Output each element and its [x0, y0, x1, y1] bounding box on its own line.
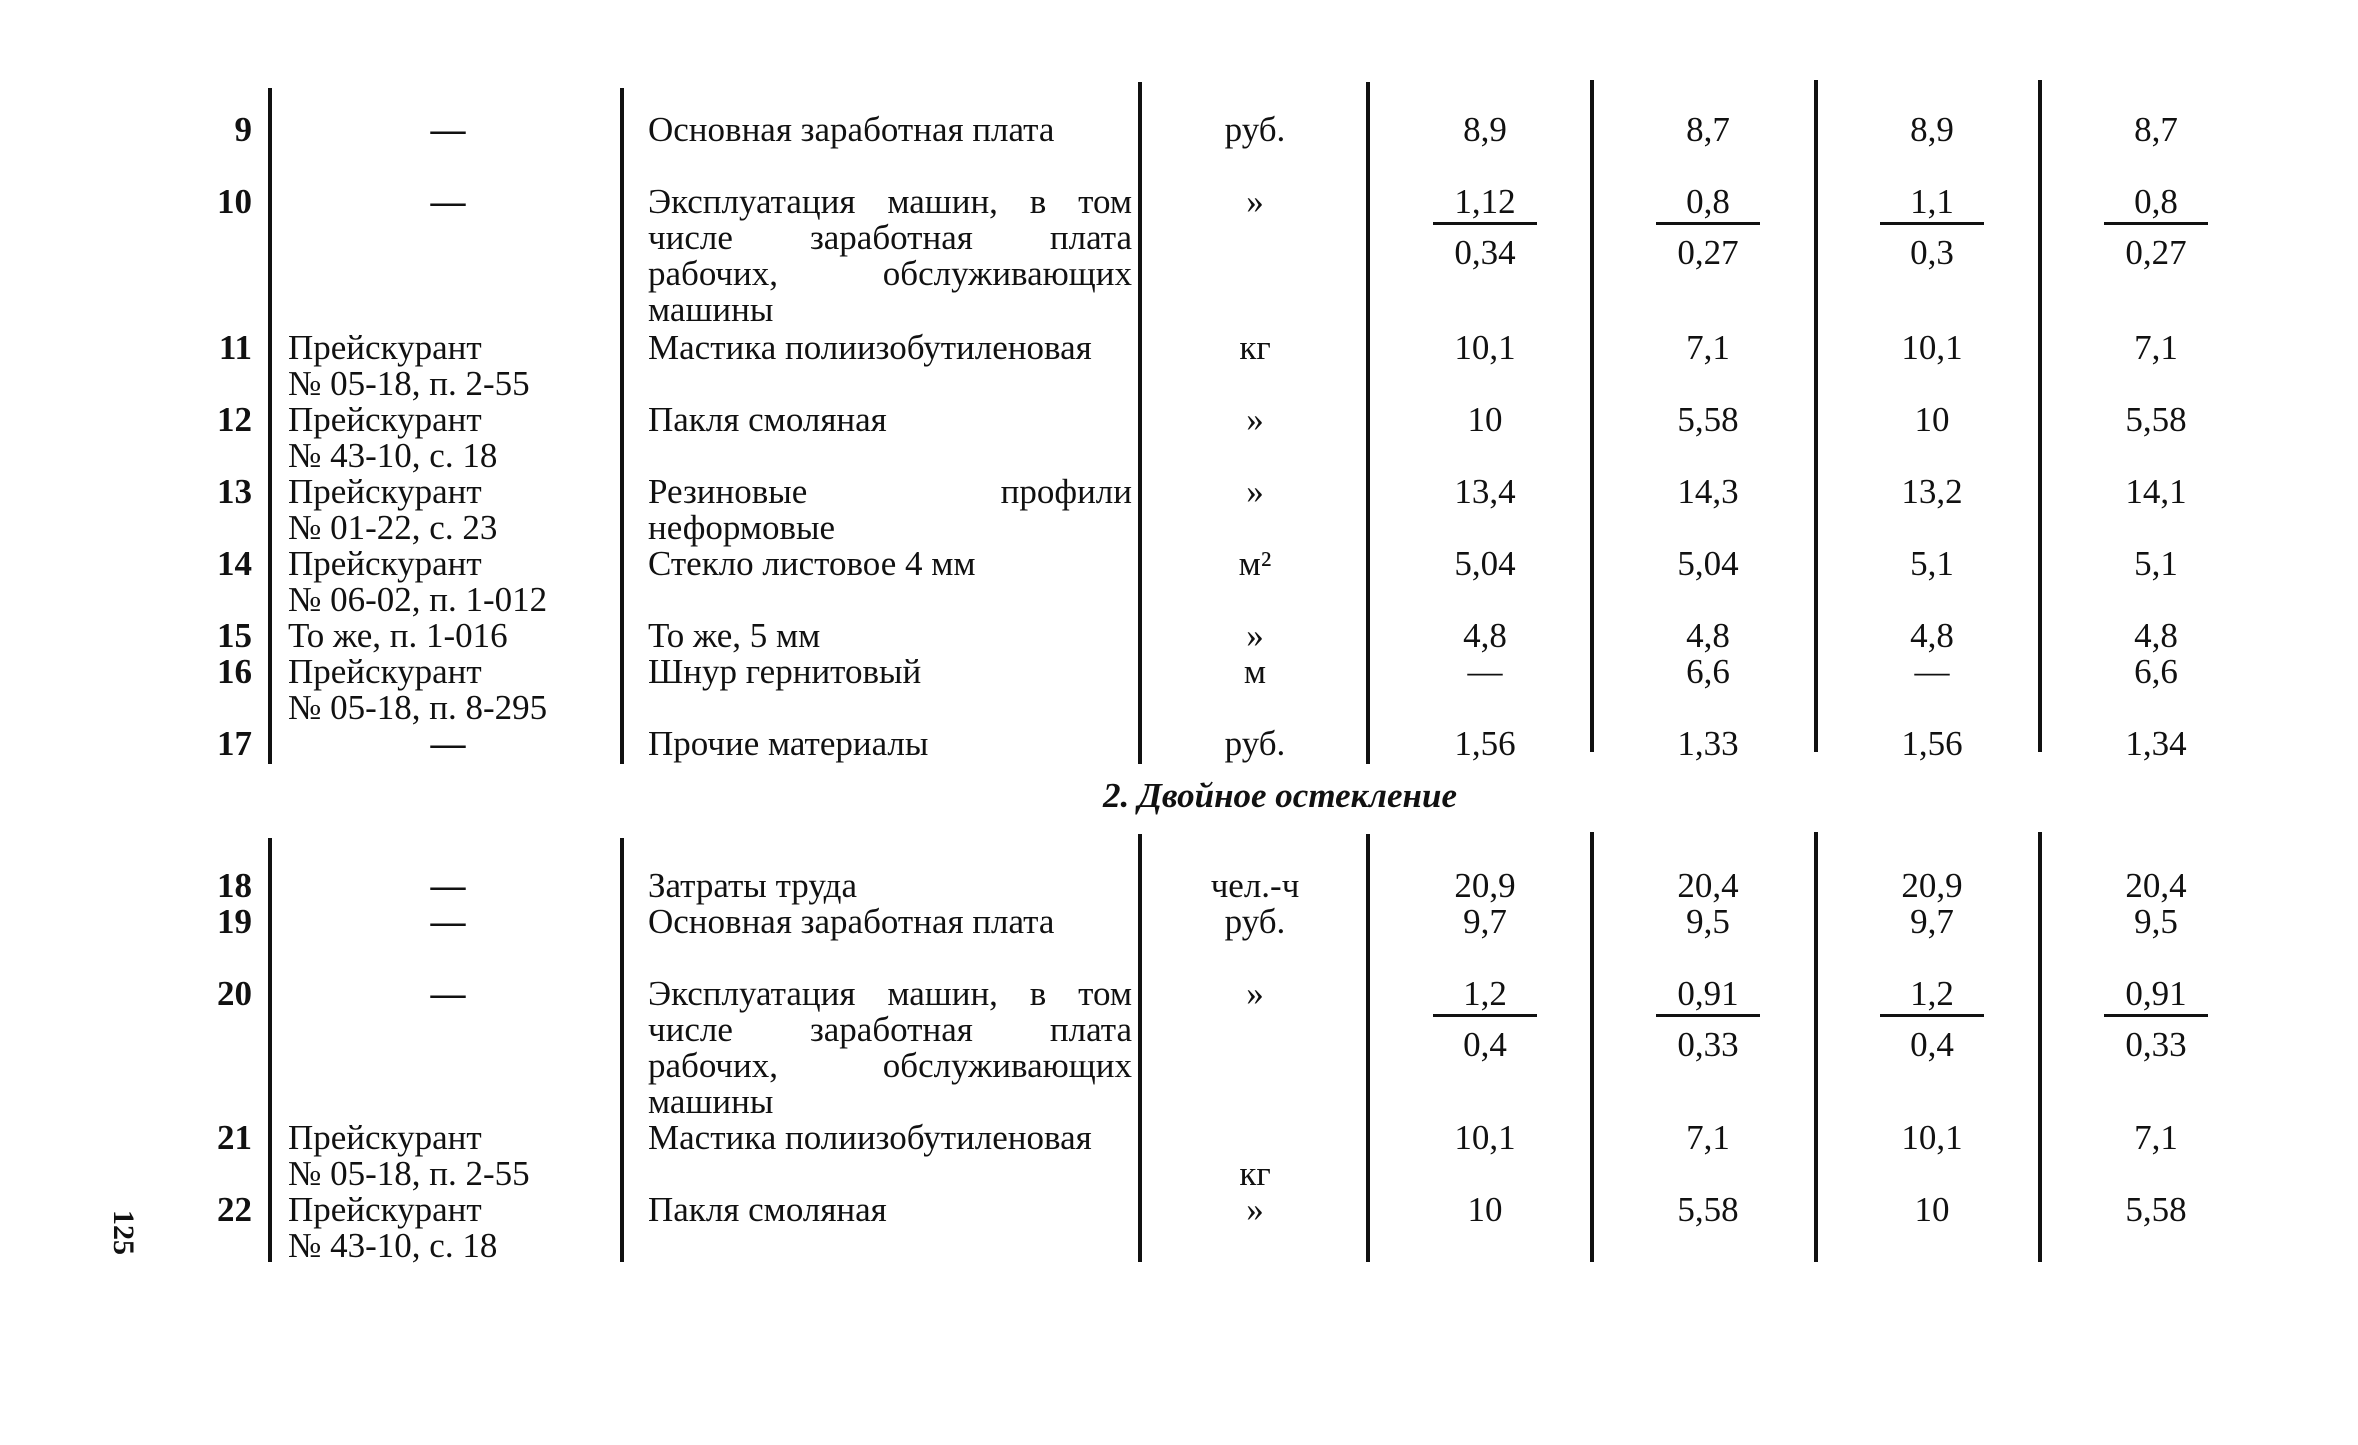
row-unit: » [1246, 182, 1264, 221]
page-number: 125 [107, 1210, 140, 1255]
fraction-numerator: 0,8 [1656, 184, 1760, 225]
row-unit: руб. [1224, 110, 1286, 149]
row-number: 16 [217, 652, 252, 691]
row-value: 5,58 [2125, 400, 2187, 439]
row-value: 10,1 [1901, 1118, 1963, 1157]
column-divider [2038, 80, 2042, 752]
row-value-fraction [2086, 184, 2226, 271]
row-unit: м [1243, 652, 1267, 691]
row-number: 20 [217, 974, 252, 1013]
fraction-denominator: 0,33 [1677, 1025, 1739, 1064]
fraction-numerator: 0,91 [2104, 976, 2208, 1017]
row-unit: » [1246, 974, 1264, 1013]
row-value: 8,7 [1686, 110, 1730, 149]
row-description: Основная заработная плата [648, 110, 1055, 149]
row-value: 9,5 [2134, 902, 2178, 941]
row-source: — [430, 110, 466, 149]
row-unit: м² [1238, 544, 1272, 583]
row-value: 10,1 [1454, 328, 1516, 367]
row-source: Прейскурант № 05-18, п. 8-295 [288, 652, 548, 727]
row-value: 4,8 [2134, 616, 2178, 655]
row-description: Пакля смоляная [648, 400, 887, 439]
row-value: 10 [1914, 1190, 1950, 1229]
row-value: 5,04 [1454, 544, 1516, 583]
fraction-denominator: 0,27 [1677, 233, 1739, 272]
row-description: Основная заработная плата [648, 902, 1055, 941]
row-value: 1,56 [1901, 724, 1963, 763]
row-source: Прейскурант № 06-02, п. 1-012 [288, 544, 548, 619]
row-value: 20,9 [1454, 866, 1516, 905]
row-source: Прейскурант № 43-10, с. 18 [288, 1190, 498, 1265]
column-divider [1590, 80, 1594, 752]
row-unit: » [1246, 1190, 1264, 1229]
row-value: 5,1 [2134, 544, 2178, 583]
row-value: 5,1 [1910, 544, 1954, 583]
fraction-denominator: 0,4 [1463, 1025, 1507, 1064]
row-unit: руб. [1224, 724, 1286, 763]
fraction-denominator: 0,33 [2125, 1025, 2187, 1064]
column-divider [1814, 80, 1818, 752]
row-number: 11 [218, 328, 252, 367]
column-divider [1138, 82, 1142, 764]
row-description: Затраты труда [648, 866, 857, 905]
row-value: 4,8 [1910, 616, 1954, 655]
row-number: 13 [217, 472, 252, 511]
row-value-fraction [1415, 976, 1555, 1063]
row-value: 5,04 [1677, 544, 1739, 583]
row-value: 5,58 [2125, 1190, 2187, 1229]
row-value: 20,4 [1677, 866, 1739, 905]
row-number: 19 [217, 902, 252, 941]
row-number: 21 [217, 1118, 252, 1157]
row-value: 8,9 [1463, 110, 1507, 149]
row-description: Эксплуатация машин, в том числе заработная плата рабочих, обслуживающих машины [648, 974, 1132, 1121]
row-source: — [430, 724, 466, 763]
row-description: Мастика полиизобутиленовая [648, 1118, 1092, 1157]
row-value: 8,7 [2134, 110, 2178, 149]
row-source: — [430, 902, 466, 941]
row-value: — [1914, 652, 1950, 691]
row-unit: » [1246, 400, 1264, 439]
column-divider [1366, 834, 1370, 1262]
row-value: 4,8 [1463, 616, 1507, 655]
row-value: 7,1 [1686, 328, 1730, 367]
row-number: 18 [217, 866, 252, 905]
column-divider [268, 88, 272, 764]
row-value: 20,4 [2125, 866, 2187, 905]
row-unit: кг [1239, 1154, 1271, 1193]
row-value: 7,1 [2134, 1118, 2178, 1157]
column-divider [1590, 832, 1594, 1262]
row-value-fraction [1415, 184, 1555, 271]
row-value: 1,33 [1677, 724, 1739, 763]
row-value: 14,1 [2125, 472, 2187, 511]
row-number: 22 [217, 1190, 252, 1229]
row-unit: » [1246, 472, 1264, 511]
row-value: 7,1 [2134, 328, 2178, 367]
fraction-denominator: 0,27 [2125, 233, 2187, 272]
row-description: Эксплуатация машин, в том числе заработная плата рабочих, обслуживающих машины [648, 182, 1132, 329]
row-source: Прейскурант № 05-18, п. 2-55 [288, 328, 530, 403]
section-title: 2. Двойное остекление [1103, 776, 1457, 815]
row-description: Пакля смоляная [648, 1190, 887, 1229]
row-unit: чел.-ч [1210, 866, 1300, 905]
row-value: 5,58 [1677, 400, 1739, 439]
row-value: 13,2 [1901, 472, 1963, 511]
row-value: 20,9 [1901, 866, 1963, 905]
row-value: 1,56 [1454, 724, 1516, 763]
row-number: 15 [217, 616, 252, 655]
fraction-numerator: 0,91 [1656, 976, 1760, 1017]
row-value: 10 [1914, 400, 1950, 439]
row-source: То же, п. 1-016 [288, 616, 508, 655]
row-value-fraction [2086, 976, 2226, 1063]
fraction-numerator: 0,8 [2104, 184, 2208, 225]
row-number: 14 [217, 544, 252, 583]
row-value: 10,1 [1901, 328, 1963, 367]
row-number: 12 [217, 400, 252, 439]
row-description: То же, 5 мм [648, 616, 821, 655]
row-value: 9,5 [1686, 902, 1730, 941]
row-number: 9 [234, 110, 252, 149]
fraction-denominator: 0,4 [1910, 1025, 1954, 1064]
row-value-fraction [1638, 184, 1778, 271]
row-description: Прочие материалы [648, 724, 929, 763]
row-description: Мастика полиизобутиленовая [648, 328, 1092, 367]
fraction-numerator: 1,1 [1880, 184, 1984, 225]
row-value: 5,58 [1677, 1190, 1739, 1229]
row-source: — [430, 182, 466, 221]
column-divider [1814, 832, 1818, 1262]
row-source: Прейскурант № 05-18, п. 2-55 [288, 1118, 530, 1193]
row-number: 10 [217, 182, 252, 221]
row-source: Прейскурант № 01-22, с. 23 [288, 472, 498, 547]
row-source: — [430, 974, 466, 1013]
row-source: — [430, 866, 466, 905]
row-value-fraction [1862, 184, 2002, 271]
row-value-fraction [1862, 976, 2002, 1063]
row-number: 17 [217, 724, 252, 763]
row-description: Шнур гернитовый [648, 652, 922, 691]
fraction-numerator: 1,2 [1880, 976, 1984, 1017]
row-value: — [1467, 652, 1503, 691]
fraction-denominator: 0,34 [1454, 233, 1516, 272]
fraction-numerator: 1,12 [1433, 184, 1537, 225]
row-value: 9,7 [1463, 902, 1507, 941]
column-divider [1366, 82, 1370, 764]
row-unit: кг [1239, 328, 1271, 367]
row-value: 10,1 [1454, 1118, 1516, 1157]
row-value: 10 [1467, 400, 1503, 439]
column-divider [1138, 834, 1142, 1262]
row-value: 14,3 [1677, 472, 1739, 511]
row-value-fraction [1638, 976, 1778, 1063]
fraction-numerator: 1,2 [1433, 976, 1537, 1017]
column-divider [2038, 832, 2042, 1262]
row-value: 1,34 [2125, 724, 2187, 763]
row-value: 7,1 [1686, 1118, 1730, 1157]
row-value: 8,9 [1910, 110, 1954, 149]
row-unit: руб. [1224, 902, 1286, 941]
row-value: 9,7 [1910, 902, 1954, 941]
column-divider [268, 838, 272, 1262]
row-unit: » [1246, 616, 1264, 655]
row-source: Прейскурант № 43-10, с. 18 [288, 400, 498, 475]
row-value: 10 [1467, 1190, 1503, 1229]
row-value: 4,8 [1686, 616, 1730, 655]
row-value: 13,4 [1454, 472, 1516, 511]
row-value: 6,6 [2134, 652, 2178, 691]
row-description: Стекло листовое 4 мм [648, 544, 976, 583]
fraction-denominator: 0,3 [1910, 233, 1954, 272]
row-description: Резиновые профили неформовые [648, 472, 1132, 547]
row-value: 6,6 [1686, 652, 1730, 691]
